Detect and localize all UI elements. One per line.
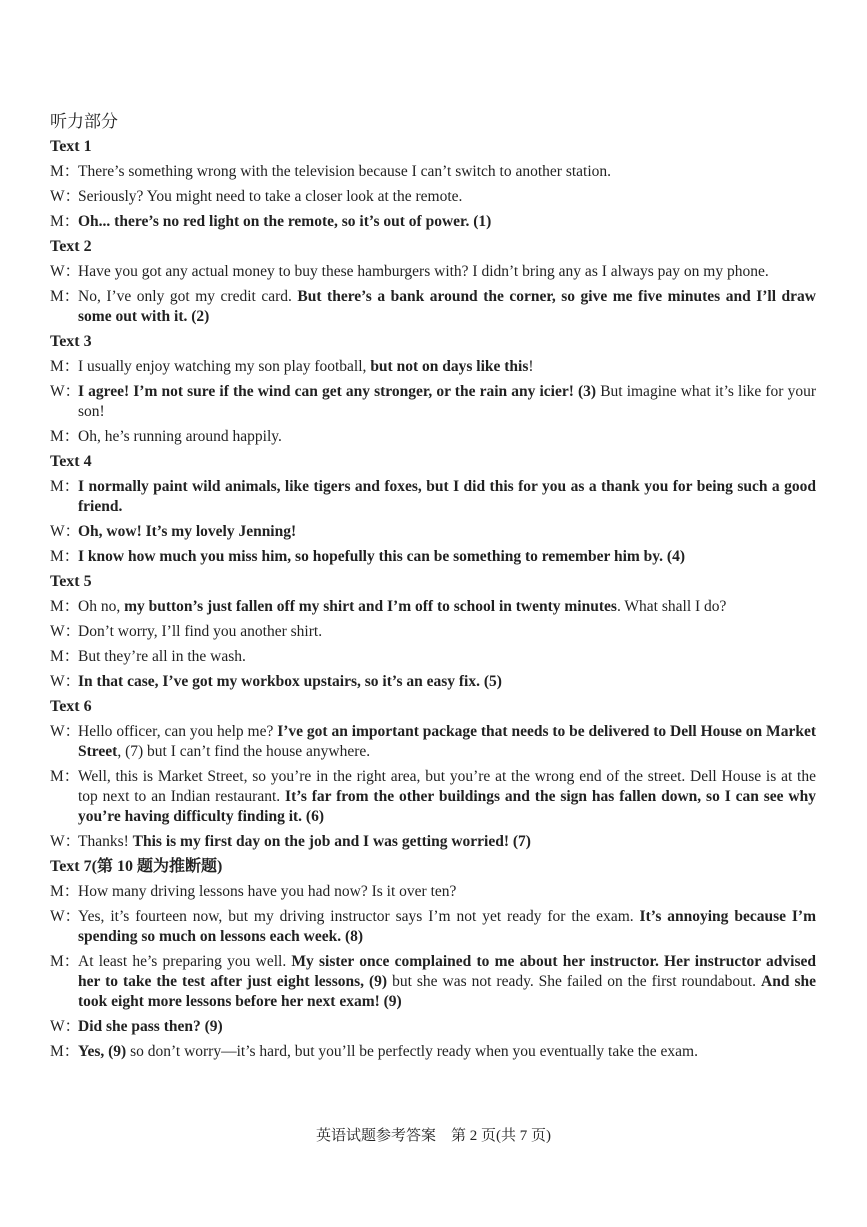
speaker-label: M： xyxy=(50,163,80,180)
dialogue-line xyxy=(50,672,816,692)
answer-evidence-text: It’s far from the other buildings and the sign has fallen down, so I can see why you’re having difficulty finding it. (6) xyxy=(78,788,816,825)
text-heading: Text 6 xyxy=(50,698,92,715)
dialogue-line xyxy=(50,427,816,447)
speaker-label: W： xyxy=(50,188,81,205)
text-heading: Text 3 xyxy=(50,333,92,350)
text-heading: Text 2 xyxy=(50,238,92,255)
answer-evidence-text: but not on days like this xyxy=(370,358,529,375)
dialogue-text: so don’t worry—it’s hard, but you’ll be perfectly ready when you eventually take the exam. xyxy=(126,1043,698,1060)
dialogue-line xyxy=(50,832,816,852)
dialogue-line xyxy=(50,477,816,517)
answer-evidence-text: This is my first day on the job and I was getting worried! (7) xyxy=(132,833,531,850)
dialogue-line xyxy=(50,1042,816,1062)
answer-evidence-text: I normally paint wild animals, like tigers and foxes, but I did this for you as a thank you for being such a good friend. xyxy=(78,478,816,515)
speaker-label: M： xyxy=(50,478,80,495)
dialogue-text: Hello officer, can you help me? xyxy=(78,723,278,740)
speaker-label: M： xyxy=(50,428,80,445)
speaker-label: M： xyxy=(50,213,80,230)
answer-evidence-text: Yes, (9) xyxy=(78,1043,127,1060)
answer-evidence-text: And she took eight more lessons before her next exam! (9) xyxy=(78,973,816,1010)
dialogue-text: I usually enjoy watching my son play football, xyxy=(78,358,371,375)
speaker-label: M： xyxy=(50,358,80,375)
dialogue-text: Thanks! xyxy=(78,833,133,850)
dialogue-text: Yes, it’s fourteen now, but my driving instructor says I’m not yet ready for the exam. xyxy=(78,908,640,925)
dialogue-line xyxy=(50,952,816,1012)
dialogue-text: No, I’ve only got my credit card. xyxy=(78,288,298,305)
dialogue-line xyxy=(50,1017,816,1037)
speaker-label: W： xyxy=(50,523,81,540)
speaker-label: W： xyxy=(50,1018,81,1035)
dialogue-text: Well, this is Market Street, so you’re in the right area, but you’re at the wrong end of the street. Dell House is at the top next to an Indian restaurant. xyxy=(78,768,816,805)
text-heading: Text 7(第 10 题为推断题) xyxy=(50,858,223,875)
dialogue-text: Don’t worry, I’ll find you another shirt. xyxy=(78,623,323,640)
dialogue-line xyxy=(50,622,816,642)
speaker-label: M： xyxy=(50,953,80,970)
dialogue-line xyxy=(50,382,816,422)
dialogue-text: At least he’s preparing you well. xyxy=(78,953,292,970)
transcript-list xyxy=(50,137,816,1062)
dialogue-line xyxy=(50,907,816,947)
dialogue-text: Have you got any actual money to buy these hamburgers with? I didn’t bring any as I always pay on my phone. xyxy=(78,263,769,280)
answer-evidence-text: In that case, I’ve got my workbox upstairs, so it’s an easy fix. (5) xyxy=(78,673,502,690)
speaker-label: W： xyxy=(50,833,81,850)
dialogue-line xyxy=(50,722,816,762)
text-heading: Text 1 xyxy=(50,138,92,155)
speaker-label: W： xyxy=(50,673,81,690)
speaker-label: M： xyxy=(50,598,80,615)
speaker-label: W： xyxy=(50,908,81,925)
dialogue-line xyxy=(50,357,816,377)
speaker-label: W： xyxy=(50,263,81,280)
dialogue-text: But imagine what it’s like for your son! xyxy=(78,383,816,420)
dialogue-text: ! xyxy=(528,358,534,375)
dialogue-line xyxy=(50,767,816,827)
speaker-label: W： xyxy=(50,623,81,640)
dialogue-line xyxy=(50,647,816,667)
answer-evidence-text: I know how much you miss him, so hopefully this can be something to remember him by. (4) xyxy=(78,548,685,565)
dialogue-line xyxy=(50,212,816,232)
dialogue-text: Seriously? You might need to take a closer look at the remote. xyxy=(78,188,463,205)
dialogue-text: but she was not ready. She failed on the first roundabout. xyxy=(387,973,762,990)
answer-evidence-text: My sister once complained to me about her instructor. Her instructor advised her to take the test after just eight lessons, (9) xyxy=(78,953,816,990)
speaker-label: M： xyxy=(50,648,80,665)
speaker-label: M： xyxy=(50,883,80,900)
text-heading: Text 5 xyxy=(50,573,92,590)
dialogue-line xyxy=(50,262,816,282)
dialogue-line xyxy=(50,287,816,327)
dialogue-line xyxy=(50,597,816,617)
answer-evidence-text: Oh, wow! It’s my lovely Jenning! xyxy=(78,523,297,540)
dialogue-line xyxy=(50,882,816,902)
answer-evidence-text: But there’s a bank around the corner, so give me five minutes and I’ll draw some out with it. (2) xyxy=(78,288,816,325)
dialogue-text: . What shall I do? xyxy=(616,598,727,615)
speaker-label: M： xyxy=(50,768,80,785)
answer-evidence-text: I’ve got an important package that needs to be delivered to Dell House on Market Street xyxy=(78,723,816,760)
speaker-label: W： xyxy=(50,383,81,400)
answer-evidence-text: Oh... there’s no red light on the remote, so it’s out of power. (1) xyxy=(78,213,492,230)
dialogue-line xyxy=(50,522,816,542)
answer-evidence-text: I agree! I’m not sure if the wind can get any stronger, or the rain any icier! (3) xyxy=(78,383,597,400)
dialogue-line xyxy=(50,187,816,207)
dialogue-text: But they’re all in the wash. xyxy=(78,648,246,665)
speaker-label: W： xyxy=(50,723,81,740)
dialogue-text: Oh, he’s running around happily. xyxy=(78,428,282,445)
dialogue-text: How many driving lessons have you had now? Is it over ten? xyxy=(78,883,457,900)
speaker-label: M： xyxy=(50,288,80,305)
text-heading: Text 4 xyxy=(50,453,92,470)
dialogue-text: There’s something wrong with the television because I can’t switch to another station. xyxy=(78,163,612,180)
answer-evidence-text: It’s annoying because I’m spending so much on lessons each week. (8) xyxy=(78,908,817,945)
page-footer: 英语试题参考答案 第 2 页(共 7 页) xyxy=(316,1128,551,1144)
speaker-label: M： xyxy=(50,548,80,565)
answer-key-page xyxy=(50,112,816,1067)
dialogue-text: Oh no, xyxy=(78,598,125,615)
dialogue-text: , (7) but I can’t find the house anywhere. xyxy=(117,743,371,760)
answer-evidence-text: my button’s just fallen off my shirt and I’m off to school in twenty minutes xyxy=(124,598,617,615)
section-title: 听力部分 xyxy=(50,112,118,131)
dialogue-line xyxy=(50,547,816,567)
answer-evidence-text: Did she pass then? (9) xyxy=(78,1018,223,1035)
dialogue-line xyxy=(50,162,816,182)
speaker-label: M： xyxy=(50,1043,80,1060)
